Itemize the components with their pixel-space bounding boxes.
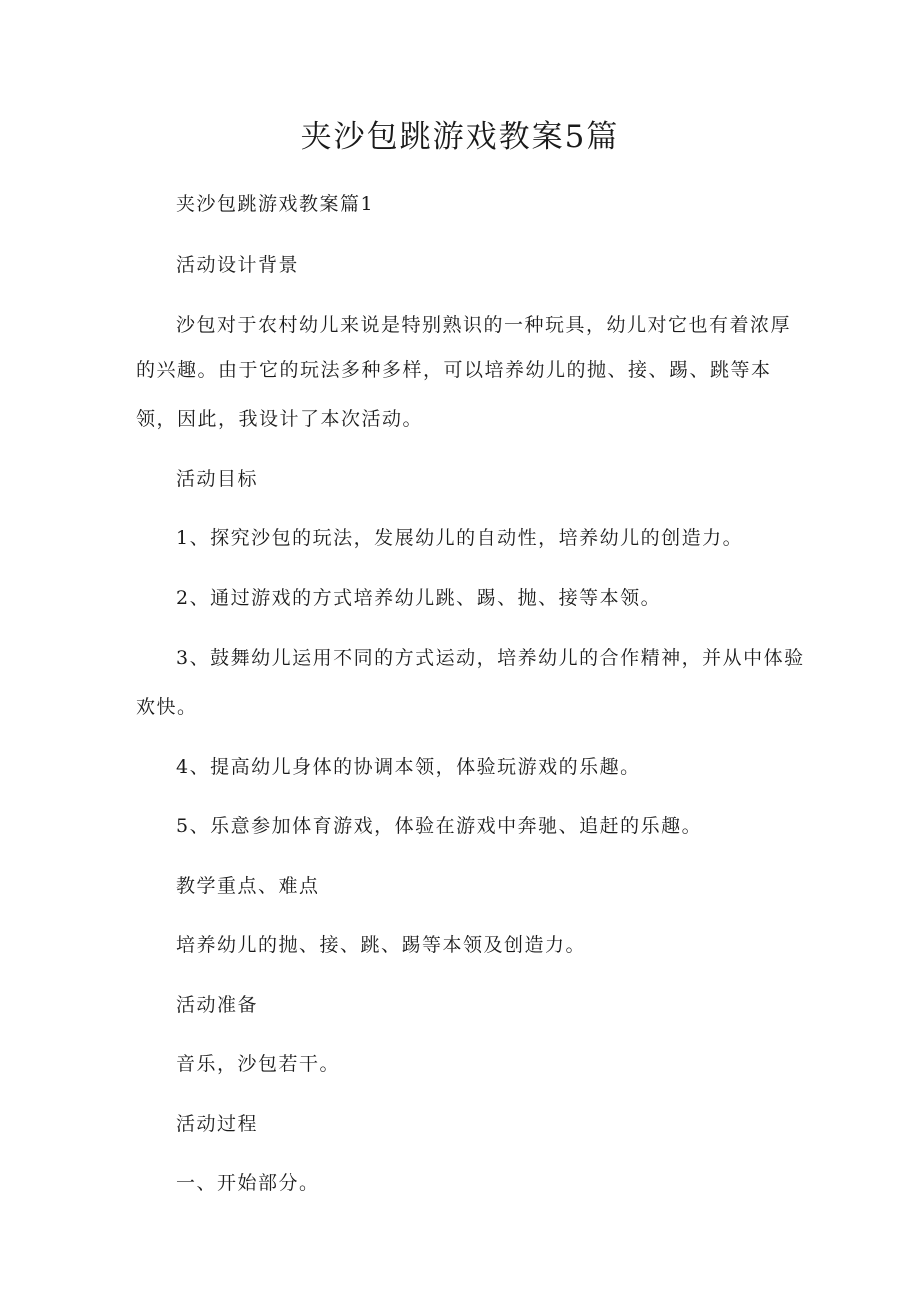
- process-step-1: 一、开始部分。: [176, 1172, 320, 1194]
- document-title: 夹沙包跳游戏教案5篇: [300, 119, 620, 155]
- background-paragraph-line-2: 的兴趣。由于它的玩法多种多样，可以培养幼儿的抛、接、踢、跳等本: [136, 359, 772, 381]
- goal-item-5: 5、乐意参加体育游戏，体验在游戏中奔驰、追赶的乐趣。: [176, 815, 703, 837]
- preparation-text: 音乐，沙包若干。: [176, 1053, 341, 1075]
- goal-item-3-line-2: 欢快。: [136, 696, 198, 718]
- section-heading-key-points: 教学重点、难点: [176, 875, 320, 897]
- background-paragraph-line-1: 沙包对于农村幼儿来说是特别熟识的一种玩具，幼儿对它也有着浓厚: [176, 314, 792, 336]
- section-heading-preparation: 活动准备: [176, 994, 259, 1016]
- goal-item-3-line-1: 3、鼓舞幼儿运用不同的方式运动，培养幼儿的合作精神，并从中体验: [176, 647, 805, 669]
- goal-item-1: 1、探究沙包的玩法，发展幼儿的自动性，培养幼儿的创造力。: [176, 527, 744, 549]
- section-heading-background: 活动设计背景: [176, 254, 300, 276]
- section-heading-process: 活动过程: [176, 1113, 259, 1135]
- goal-item-2: 2、通过游戏的方式培养幼儿跳、踢、抛、接等本领。: [176, 587, 662, 609]
- key-points-text: 培养幼儿的抛、接、跳、踢等本领及创造力。: [176, 934, 587, 956]
- background-paragraph-line-3: 领，因此，我设计了本次活动。: [136, 408, 424, 430]
- lesson-subtitle: 夹沙包跳游戏教案篇1: [176, 193, 375, 215]
- section-heading-goals: 活动目标: [176, 468, 259, 490]
- goal-item-4: 4、提高幼儿身体的协调本领，体验玩游戏的乐趣。: [176, 756, 641, 778]
